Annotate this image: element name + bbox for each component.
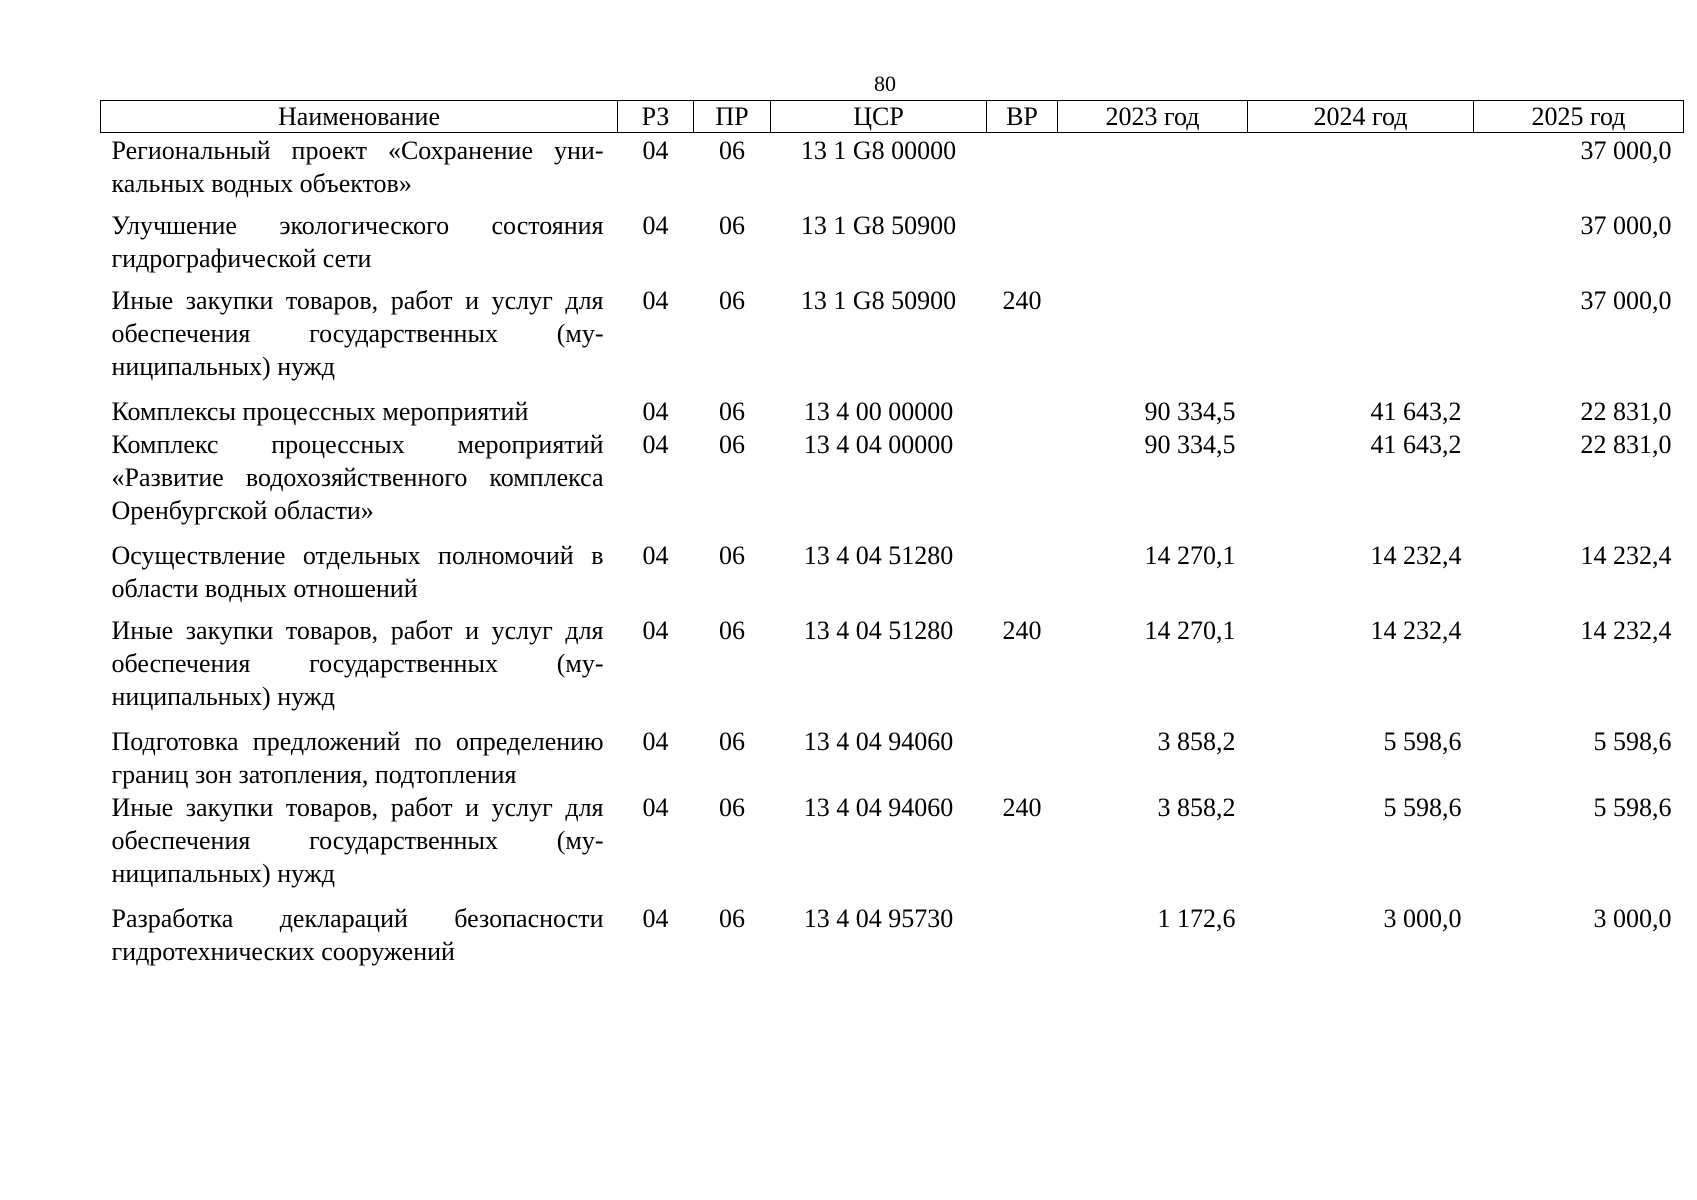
row-2024: 14 232,4 (1370, 541, 1462, 570)
row-2023 (1058, 133, 1248, 210)
row-name: Иные закупки товаров, работ и услуг для обеспечения государственных (муниципальных) нужд (111, 793, 604, 888)
row-2024: 41 643,2 (1370, 397, 1462, 426)
row-pr: 06 (719, 211, 745, 240)
row-name: Разработка деклараций безопасности гидротехнических сооружений (111, 904, 604, 966)
row-rz: 04 (642, 541, 669, 570)
row-name: Осуществление отдельных полномочий в области водных отношений (111, 541, 604, 603)
row-csr: 13 4 04 95730 (803, 904, 954, 933)
row-vr (987, 133, 1058, 210)
row-rz: 04 (642, 430, 669, 459)
table-row (101, 395, 1684, 428)
row-2023: 1 172,6 (1157, 904, 1236, 933)
row-2025: 37 000,0 (1580, 286, 1672, 315)
row-2024: 3 000,0 (1383, 904, 1462, 933)
row-pr: 06 (719, 430, 745, 459)
header-pr: ПР (694, 101, 771, 133)
row-vr: 240 (1002, 616, 1042, 645)
row-rz: 04 (642, 286, 669, 315)
row-rz: 04 (642, 904, 669, 933)
budget-table (100, 100, 1684, 968)
row-2025: 3 000,0 (1593, 904, 1672, 933)
row-rz: 04 (642, 136, 669, 165)
row-vr: 240 (1002, 286, 1042, 315)
table-row (101, 133, 1684, 210)
row-pr: 06 (719, 397, 745, 426)
row-name: Иные закупки товаров, работ и услуг для обеспечения государственных (муниципальных) нужд (111, 616, 604, 711)
row-rz: 04 (642, 211, 669, 240)
row-2023: 90 334,5 (1144, 397, 1236, 426)
row-pr: 06 (719, 286, 745, 315)
row-2023 (1058, 284, 1248, 395)
row-vr (987, 209, 1058, 284)
row-2025: 37 000,0 (1580, 136, 1672, 165)
row-rz: 04 (642, 727, 669, 756)
row-vr (987, 902, 1058, 968)
row-2024: 5 598,6 (1383, 793, 1462, 822)
row-2025: 14 232,4 (1580, 616, 1672, 645)
row-2023: 14 270,1 (1144, 616, 1236, 645)
table-row (101, 539, 1684, 614)
header-row (101, 101, 1684, 133)
table-row (101, 209, 1684, 284)
table-row (101, 614, 1684, 725)
row-csr: 13 4 00 00000 (803, 397, 954, 426)
row-2023 (1058, 209, 1248, 284)
row-csr: 13 1 G8 50900 (800, 211, 957, 240)
header-vr: ВР (987, 101, 1058, 133)
row-2023: 90 334,5 (1144, 430, 1236, 459)
row-name: Подготовка предложений по определению границ зон затопления, подтопления (111, 727, 604, 789)
row-2024 (1248, 284, 1474, 395)
row-2025: 22 831,0 (1580, 397, 1672, 426)
row-rz: 04 (642, 397, 669, 426)
row-name: Региональный проект «Сохранение уникальных водных объектов» (111, 136, 604, 198)
row-2023: 14 270,1 (1144, 541, 1236, 570)
row-pr: 06 (719, 136, 745, 165)
row-vr: 240 (1002, 793, 1042, 822)
row-csr: 13 1 G8 50900 (800, 286, 957, 315)
row-csr: 13 1 G8 00000 (800, 136, 957, 165)
row-2024: 41 643,2 (1370, 430, 1462, 459)
row-2025: 5 598,6 (1593, 793, 1672, 822)
row-2024 (1248, 133, 1474, 210)
row-name: Иные закупки товаров, работ и услуг для обеспечения государственных (муниципальных) нужд (111, 286, 604, 381)
row-csr: 13 4 04 51280 (803, 541, 954, 570)
header-name: Наименование (101, 101, 618, 133)
header-2024: 2024 год (1248, 101, 1474, 133)
row-pr: 06 (719, 541, 745, 570)
row-2024: 14 232,4 (1370, 616, 1462, 645)
row-2025: 22 831,0 (1580, 430, 1672, 459)
row-2023: 3 858,2 (1157, 793, 1236, 822)
table-row (101, 428, 1684, 539)
header-csr: ЦСР (771, 101, 987, 133)
row-2024 (1248, 209, 1474, 284)
table-row (101, 902, 1684, 968)
row-2023: 3 858,2 (1157, 727, 1236, 756)
header-rz: РЗ (618, 101, 694, 133)
row-pr: 06 (719, 904, 745, 933)
row-rz: 04 (642, 793, 669, 822)
row-csr: 13 4 04 94060 (803, 793, 954, 822)
row-vr (987, 725, 1058, 791)
row-pr: 06 (719, 727, 745, 756)
row-pr: 06 (719, 793, 745, 822)
row-2025: 37 000,0 (1580, 211, 1672, 240)
row-vr (987, 539, 1058, 614)
page-number: 80 (874, 71, 896, 96)
table-row (101, 725, 1684, 791)
row-rz: 04 (642, 616, 669, 645)
row-name: Комплекс процессных мероприятий «Развитие водохозяйственного комплекса Оренбургской области» (111, 430, 604, 525)
table-row (101, 791, 1684, 902)
table-body (101, 133, 1684, 969)
table-header (101, 101, 1684, 133)
row-name: Комплексы процессных мероприятий (111, 397, 529, 426)
row-pr: 06 (719, 616, 745, 645)
row-csr: 13 4 04 94060 (803, 727, 954, 756)
row-2024: 5 598,6 (1383, 727, 1462, 756)
header-2025: 2025 год (1474, 101, 1684, 133)
row-2025: 5 598,6 (1593, 727, 1672, 756)
row-name: Улучшение экологического состояния гидрографической сети (111, 211, 604, 273)
row-vr (987, 395, 1058, 428)
row-csr: 13 4 04 51280 (803, 616, 954, 645)
header-2023: 2023 год (1058, 101, 1248, 133)
row-vr (987, 428, 1058, 539)
table-row (101, 284, 1684, 395)
row-csr: 13 4 04 00000 (803, 430, 954, 459)
row-2025: 14 232,4 (1580, 541, 1672, 570)
